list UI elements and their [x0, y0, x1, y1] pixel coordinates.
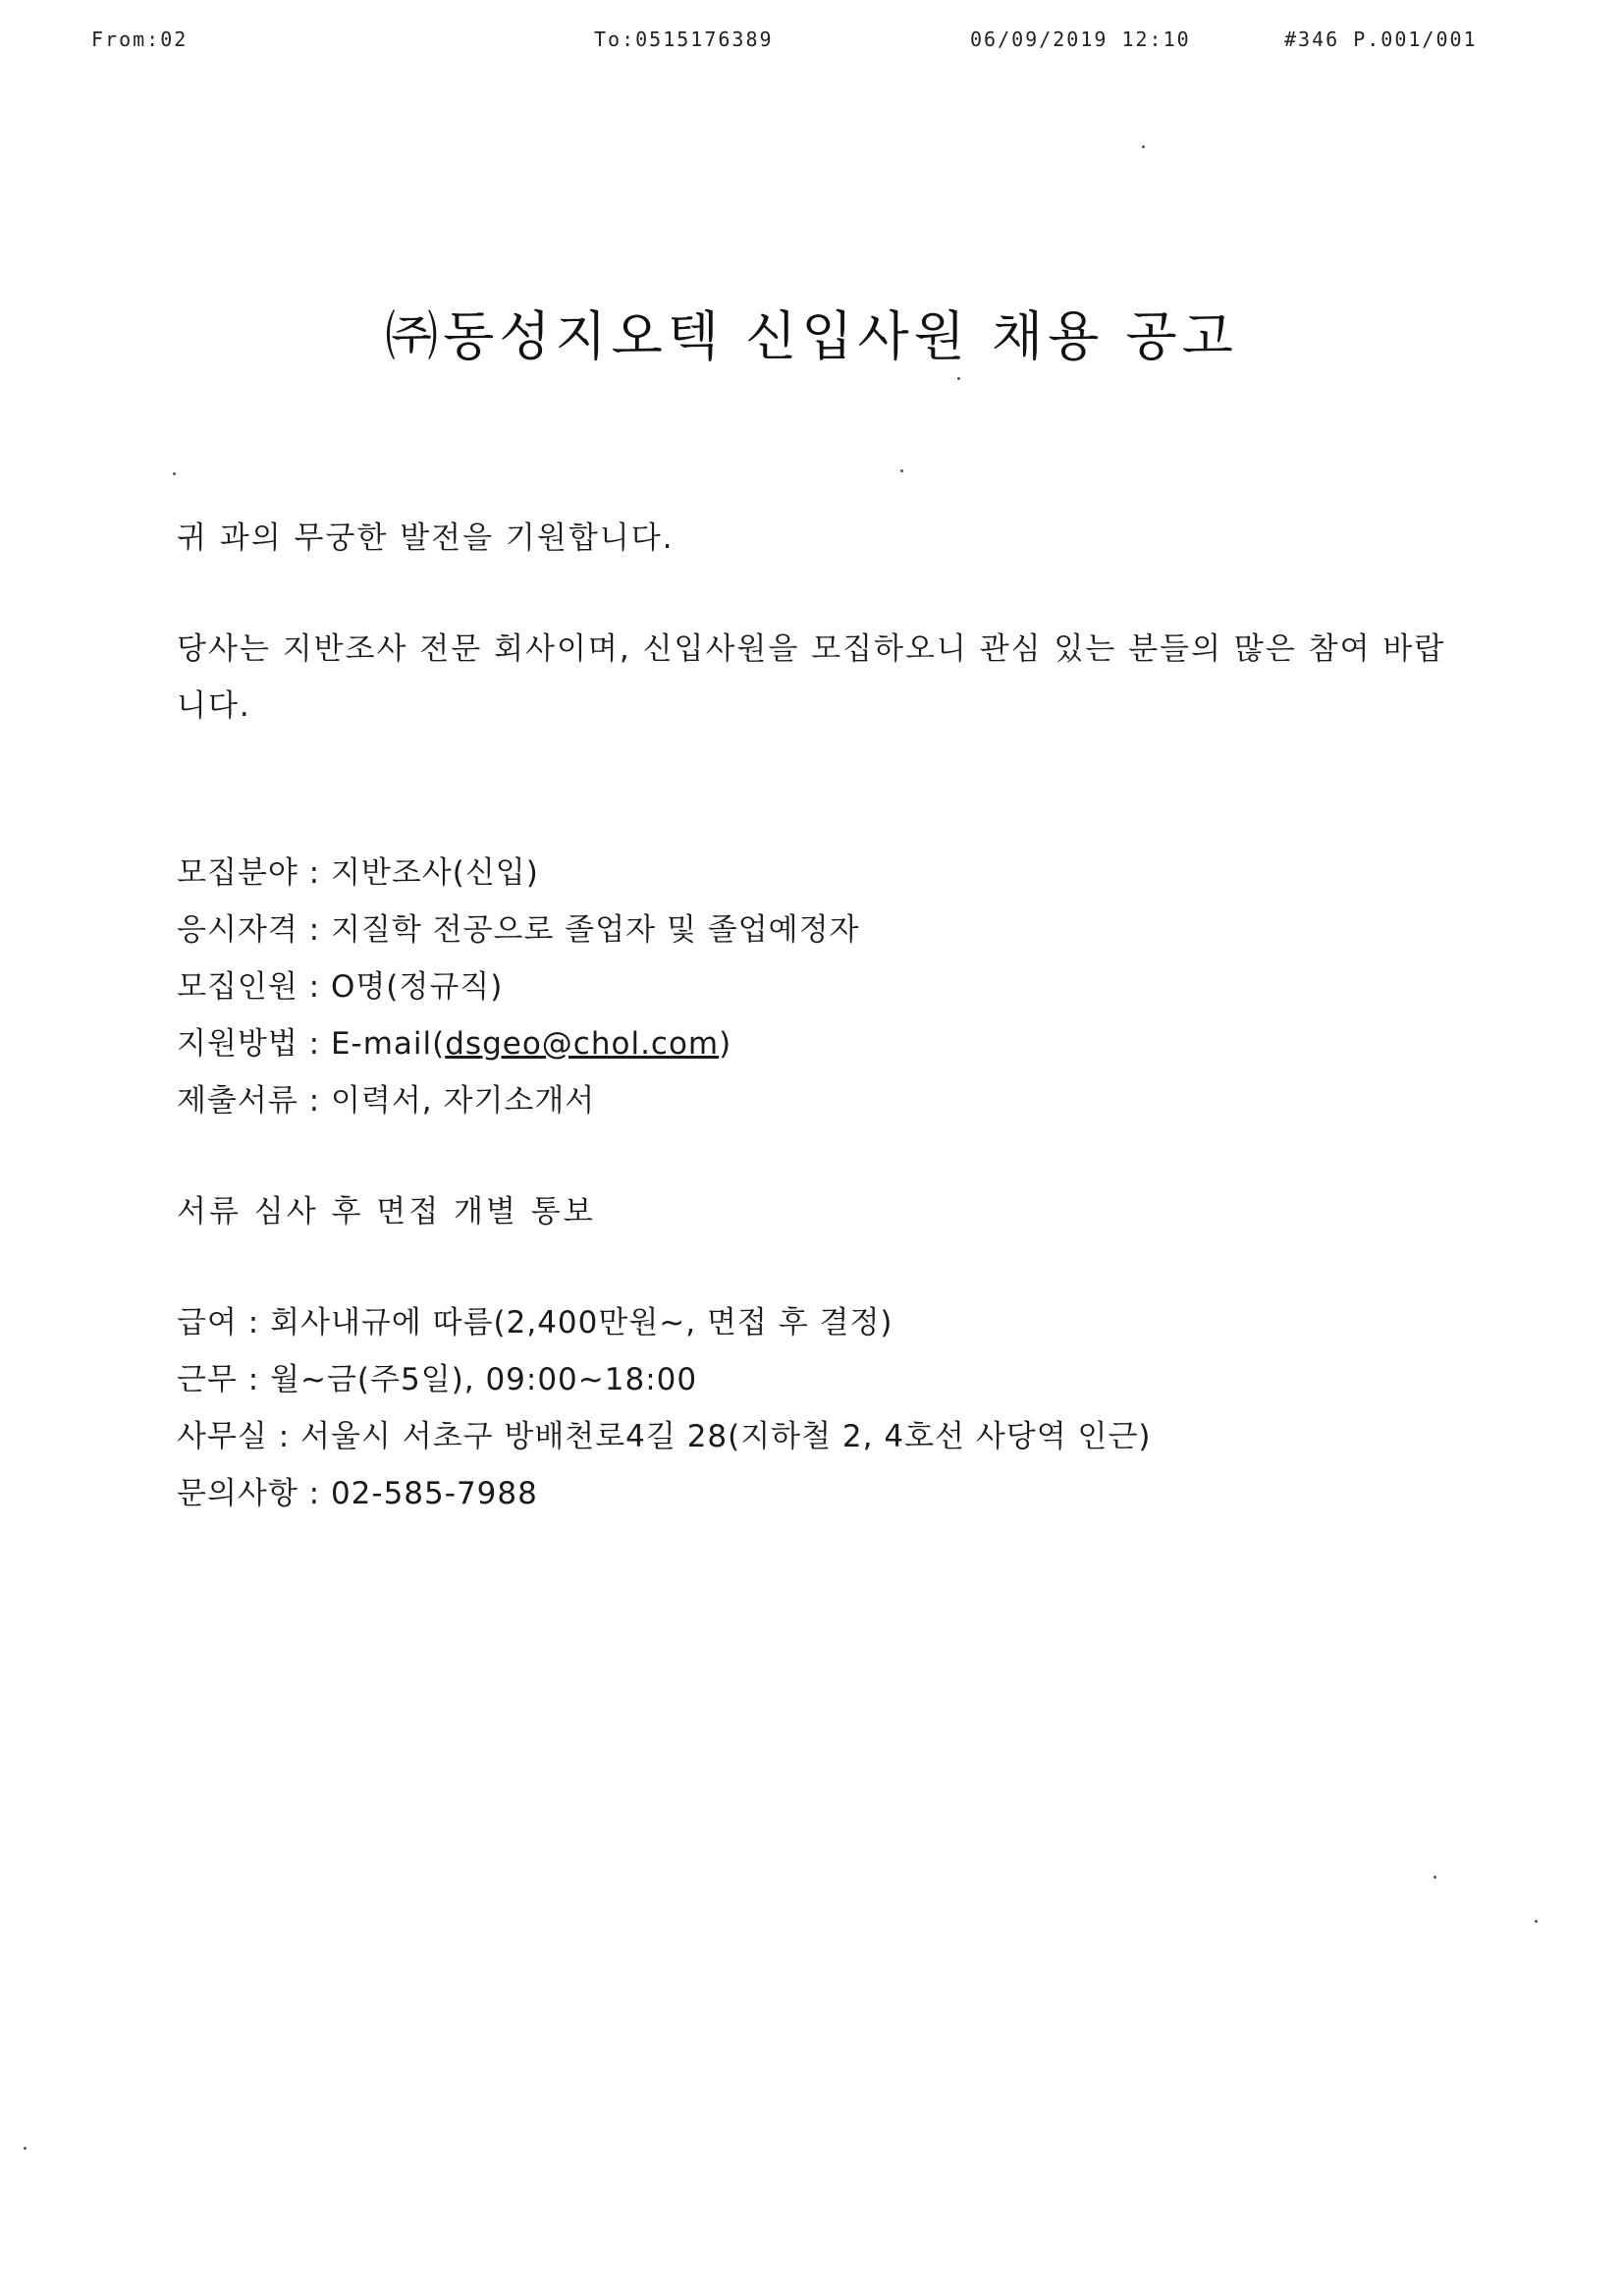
fax-datetime: 06/09/2019 12:10: [970, 27, 1191, 51]
condition-salary: [177, 1294, 1152, 1351]
detail-value: O명(정규직): [330, 969, 504, 1005]
detail-documents: [177, 1072, 860, 1129]
fax-from: From:02: [91, 27, 189, 51]
condition-value: 회사내규에 따름(2,400만원~, 면접 후 결정): [270, 1305, 893, 1340]
detail-value: 이력서, 자기소개서: [330, 1083, 596, 1119]
condition-label: 급여: [177, 1305, 238, 1340]
condition-separator: :: [237, 1305, 271, 1340]
condition-separator: :: [298, 1476, 331, 1511]
page-title: ㈜동성지오텍 신입사원 채용 공고: [385, 305, 1238, 367]
condition-separator: :: [237, 1362, 271, 1397]
detail-label: 모집인원: [177, 969, 298, 1005]
intro-paragraph: 당사는 지반조사 전문 회사이며, 신입사원을 모집하오니 관심 있는 분들의 많은 참여 바랍니다.: [177, 631, 1446, 724]
apply-prefix: E-mail(: [330, 1026, 446, 1062]
condition-work-hours: [177, 1351, 1152, 1408]
scan-speck: [957, 377, 960, 380]
detail-apply-method: [177, 1015, 860, 1072]
detail-label: 응시자격: [177, 912, 298, 948]
fax-to: To:0515176389: [594, 27, 774, 51]
detail-separator: :: [298, 855, 331, 891]
scan-speck: [24, 2147, 27, 2150]
detail-field: [177, 845, 860, 902]
detail-value: 지질학 전공으로 졸업자 및 졸업예정자: [330, 912, 860, 948]
scan-speck: [1142, 145, 1145, 148]
apply-suffix: ): [719, 1026, 732, 1062]
condition-label: 사무실: [177, 1419, 268, 1454]
greeting-text: 귀 과의 무궁한 발전을 기원합니다.: [177, 520, 675, 556]
detail-separator: :: [298, 1083, 331, 1119]
detail-qualification: [177, 902, 860, 958]
condition-label: 근무: [177, 1362, 238, 1397]
detail-label: 지원방법: [177, 1026, 298, 1062]
condition-value: 02-585-7988: [330, 1476, 538, 1511]
work-conditions: [177, 1294, 1152, 1522]
scan-speck: [1535, 1920, 1538, 1923]
condition-value: 서울시 서초구 방배천로4길 28(지하철 2, 4호선 사당역 인근): [300, 1419, 1152, 1454]
email-link[interactable]: dsgeo@chol.com: [445, 1026, 720, 1062]
fax-header: [0, 27, 1623, 57]
condition-value: 월~금(주5일), 09:00~18:00: [270, 1362, 698, 1397]
detail-label: 모집분야: [177, 855, 298, 891]
scan-speck: [173, 472, 176, 475]
detail-separator: :: [298, 912, 331, 948]
condition-contact: [177, 1465, 1152, 1522]
scan-speck: [900, 469, 903, 472]
interview-notice: 서류 심사 후 면접 개별 통보: [177, 1194, 596, 1230]
detail-separator: :: [298, 1026, 331, 1062]
recruitment-details: [177, 845, 860, 1129]
condition-separator: :: [267, 1419, 300, 1454]
detail-value: 지반조사(신입): [330, 855, 539, 891]
condition-office: [177, 1408, 1152, 1465]
detail-headcount: [177, 958, 860, 1015]
detail-label: 제출서류: [177, 1083, 298, 1119]
fax-page-number: #346 P.001/001: [1284, 27, 1478, 51]
detail-separator: :: [298, 969, 331, 1005]
condition-label: 문의사항: [177, 1476, 298, 1511]
scan-speck: [1434, 1876, 1436, 1879]
